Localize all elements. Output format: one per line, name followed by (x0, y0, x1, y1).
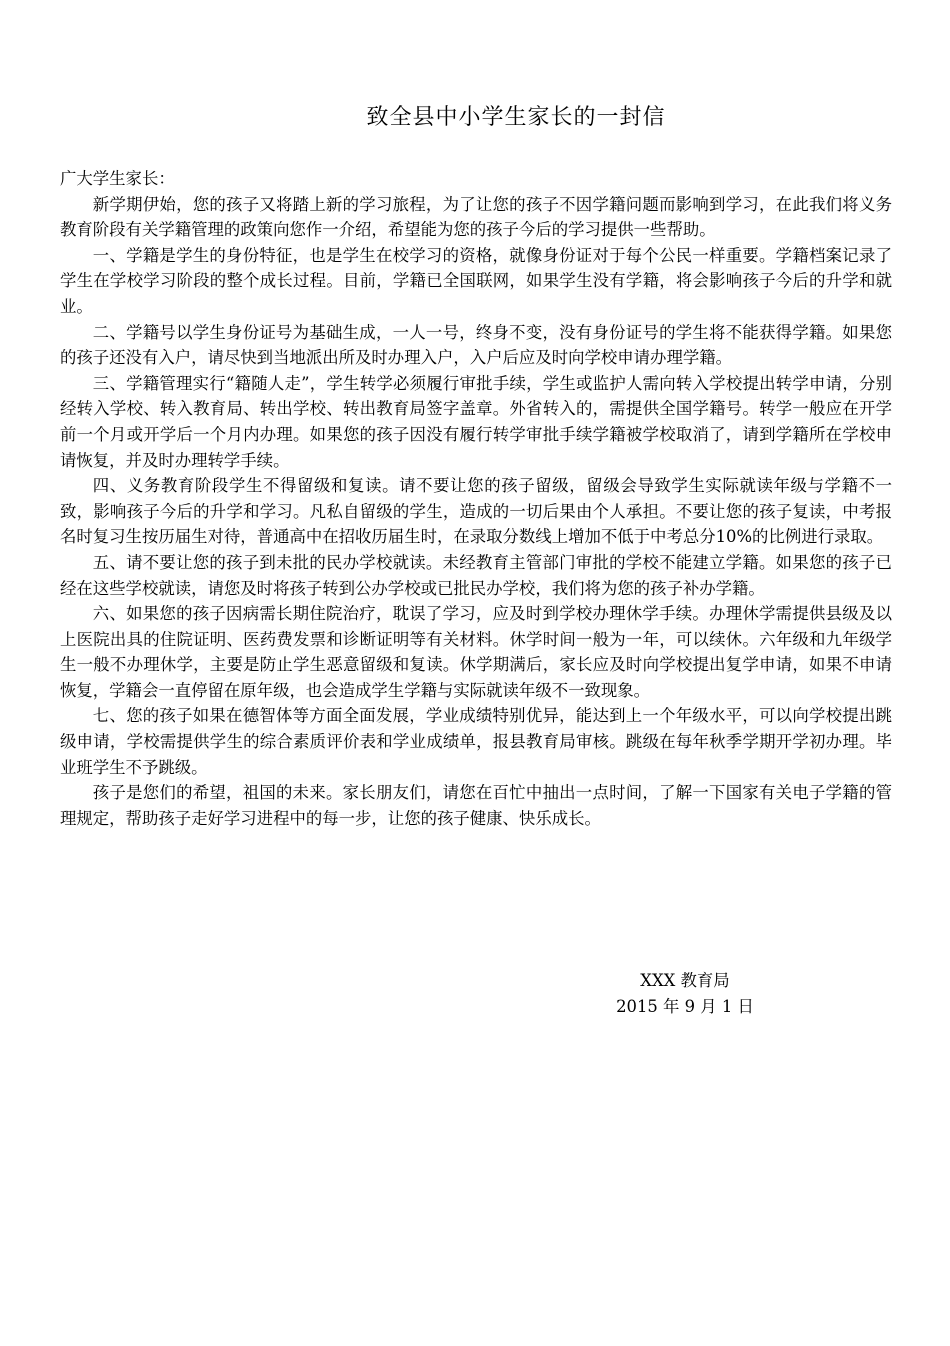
paragraph-intro: 新学期伊始，您的孩子又将踏上新的学习旅程，为了让您的孩子不因学籍问题而影响到学习，在此我们将义务教育阶段有关学籍管理的政策向您作一介绍，希望能为您的孩子今后的学习提供一些帮助。 (60, 194, 892, 240)
paragraph-4: 四、义务教育阶段学生不得留级和复读。请不要让您的孩子留级，留级会导致学生实际就读年级与学籍不一致，影响孩子今后的升学和学习。凡私自留级的学生，造成的一切后果由个人承担。不要让您的孩子复读，中考报名时复习生按历届生对待，普通高中在招收历届生时，在录取分数线上增加不低于中考总分10%的比例进行录取。 (60, 476, 892, 547)
paragraph-5: 五、请不要让您的孩子到未批的民办学校就读。未经教育主管部门审批的学校不能建立学籍。如果您的孩子已经在这些学校就读，请您及时将孩子转到公办学校或已批民办学校，我们将为您的孩子补办学籍。 (60, 552, 892, 598)
issuer-name: XXX 教育局 (640, 971, 730, 990)
signature-block (560, 968, 810, 1019)
paragraph-closing: 孩子是您们的希望，祖国的未来。家长朋友们，请您在百忙中抽出一点时间，了解一下国家有关电子学籍的管理规定，帮助孩子走好学习进程中的每一步，让您的孩子健康、快乐成长。 (60, 783, 892, 828)
paragraph-6: 六、如果您的孩子因病需长期住院治疗，耽误了学习，应及时到学校办理休学手续。办理休学需提供县级及以上医院出具的住院证明、医药费发票和诊断证明等有关材料。休学时间一般为一年，可以续休。六年级和九年级学生一般不办理休学，主要是防止学生恶意留级和复读。休学期满后，家长应及时向学校提出复学申请，如果不申请恢复，学籍会一直停留在原年级，也会造成学生学籍与实际就读年级不一致现象。 (60, 604, 892, 700)
paragraph-1: 一、学籍是学生的身份特征，也是学生在校学习的资格，就像身份证对于每个公民一样重要。学籍档案记录了学生在学校学习阶段的整个成长过程。目前，学籍已全国联网，如果学生没有学籍，将会影响孩子今后的升学和就业。 (60, 245, 892, 316)
document-title: 致全县中小学生家长的一封信 (366, 105, 666, 130)
paragraph-2: 二、学籍号以学生身份证号为基础生成，一人一号，终身不变，没有身份证号的学生将不能获得学籍。如果您的孩子还没有入户，请尽快到当地派出所及时办理入户，入户后应及时向学校申请办理学籍。 (60, 322, 892, 368)
salutation: 广大学生家长： (60, 169, 175, 188)
letter-body (60, 166, 892, 831)
issue-date: 2015 年 9 月 1 日 (616, 996, 754, 1016)
paragraph-3: 三、学籍管理实行“籍随人走”，学生转学必须履行审批手续，学生或监护人需向转入学校提出转学申请，分别经转入学校、转入教育局、转出学校、转出教育局签字盖章。外省转入的，需提供全国学籍号。转学一般应在开学前一个月或开学后一个月内办理。如果您的孩子因没有履行转学审批手续学籍被学校取消了，请到学籍所在学校申请恢复，并及时办理转学手续。 (60, 373, 892, 470)
paragraph-7: 七、您的孩子如果在德智体等方面全面发展，学业成绩特别优异，能达到上一个年级水平，可以向学校提出跳级申请，学校需提供学生的综合素质评价表和学业成绩单，报县教育局审核。跳级在每年秋季学期开学初办理。毕业班学生不予跳级。 (60, 706, 892, 777)
